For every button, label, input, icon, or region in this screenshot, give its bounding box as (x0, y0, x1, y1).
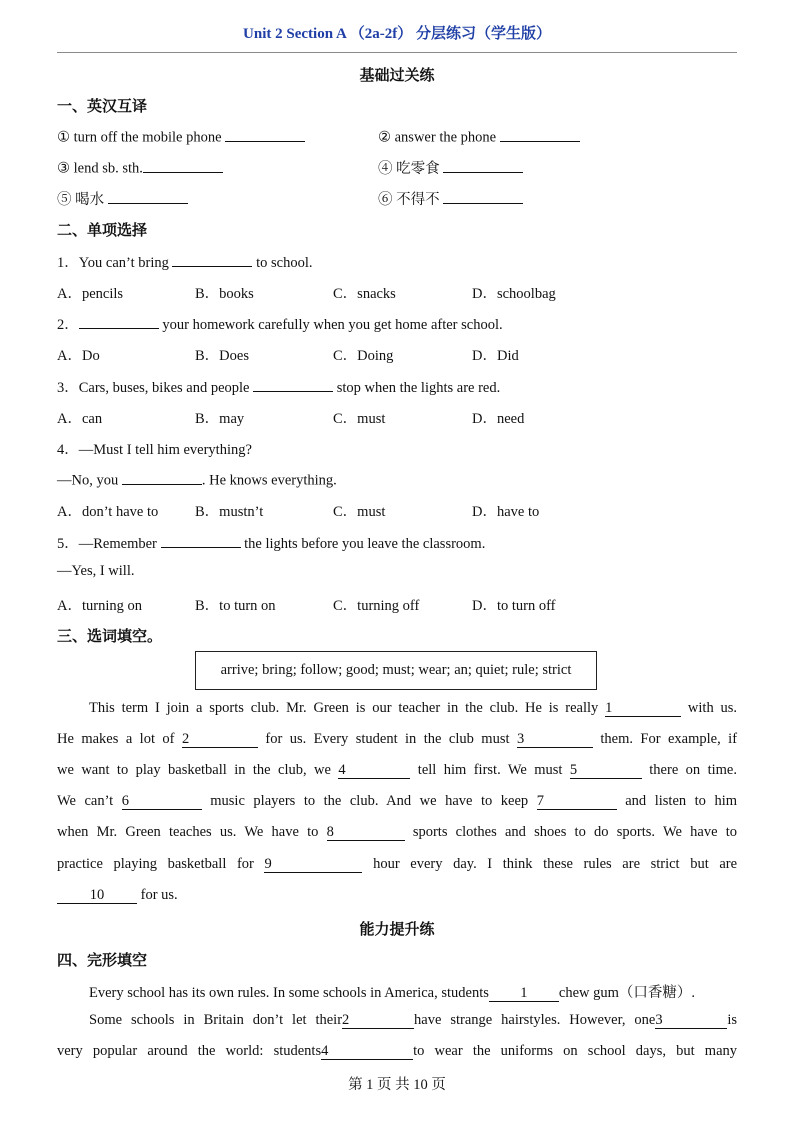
translation-text-2: ② answer the phone (378, 129, 497, 146)
translation-item-3 (57, 157, 223, 178)
translation-text-1: ① turn off the mobile phone (57, 129, 222, 146)
cloze-blank-2[interactable]: 2 (342, 1013, 414, 1029)
q2-option-b[interactable]: B．Does (195, 348, 249, 364)
answer-blank[interactable] (79, 314, 159, 330)
question-4-post: . He knows everything. (201, 472, 337, 489)
passage-line-4 (57, 793, 737, 810)
question-1-pre: 1．You can’t bring (57, 255, 169, 271)
question-1 (57, 251, 313, 272)
cloze-text: to wear the uniforms on school days, but many (413, 1043, 738, 1059)
passage-line-1 (57, 700, 737, 717)
answer-blank[interactable] (500, 126, 580, 142)
passage-line-3 (57, 762, 737, 779)
passage-line-2 (57, 731, 737, 748)
translation-item-1 (57, 126, 305, 147)
answer-blank[interactable] (443, 189, 523, 205)
cloze-blank-3[interactable]: 3 (655, 1013, 727, 1029)
q5-option-c[interactable]: C．turning off (333, 598, 420, 614)
blank-7[interactable]: 7 (537, 794, 617, 810)
cloze-blank-4[interactable]: 4 (321, 1044, 413, 1060)
answer-blank[interactable] (172, 252, 252, 268)
part4-title: 四、完形填空 (57, 953, 148, 969)
passage-line-6 (57, 856, 737, 873)
page-header-title: Unit 2 Section A （2a-2f） 分层练习（学生版） (243, 26, 551, 42)
word-bank-box: arrive; bring; follow; good; must; wear; an; quiet; rule; strict (195, 651, 597, 690)
cloze-text: very popular around the world: students (57, 1043, 322, 1059)
passage-text: for us. (140, 887, 178, 903)
section-title-basic: 基础过关练 (359, 68, 435, 84)
passage-text: with us. (687, 700, 738, 716)
blank-8[interactable]: 8 (327, 825, 405, 841)
header-divider (57, 52, 737, 53)
cloze-text: Some schools in Britain don’t let their (89, 1012, 343, 1028)
passage-text: for us. Every student in the club must (265, 731, 510, 747)
question-4-pre: —No, you (57, 472, 119, 489)
q1-option-d[interactable]: D．schoolbag (472, 286, 556, 302)
passage-text: practice playing basketball for (57, 856, 254, 872)
passage-text: them. For example, if (600, 731, 738, 747)
q4-option-d[interactable]: D．have to (472, 504, 540, 520)
blank-2[interactable]: 2 (182, 732, 258, 748)
answer-blank[interactable] (253, 377, 333, 393)
q2-option-d[interactable]: D．Did (472, 348, 519, 364)
answer-blank[interactable] (225, 126, 305, 142)
cloze-text: is (727, 1012, 737, 1028)
question-4-line-1: 4．—Must I tell him everything? (57, 442, 252, 458)
part1-title: 一、英汉互译 (57, 99, 148, 115)
blank-5[interactable]: 5 (570, 763, 642, 779)
q3-option-a[interactable]: A．can (57, 411, 103, 427)
translation-text-3: ③ lend sb. sth. (57, 160, 143, 177)
answer-blank[interactable] (161, 533, 241, 549)
q1-option-b[interactable]: B．books (195, 286, 254, 302)
q1-option-a[interactable]: A．pencils (57, 286, 124, 302)
question-2-post: your homework carefully when you get home after school. (162, 317, 503, 333)
q5-option-b[interactable]: B．to turn on (195, 598, 276, 614)
passage-text: This term I join a sports club. Mr. Green is our teacher in the club. He is really (89, 700, 599, 716)
q1-option-c[interactable]: C．snacks (333, 286, 396, 302)
part3-title: 三、选词填空。 (57, 629, 163, 645)
q3-option-d[interactable]: D．need (472, 411, 525, 427)
question-5-pre: 5．—Remember (57, 536, 157, 552)
translation-item-6 (378, 188, 523, 209)
passage-text: We can’t (57, 793, 114, 809)
q4-option-b[interactable]: B．mustn’t (195, 504, 264, 520)
q5-option-d[interactable]: D．to turn off (472, 598, 556, 614)
translation-item-4 (378, 157, 523, 178)
answer-blank[interactable] (143, 157, 223, 173)
cloze-line-2 (57, 1012, 737, 1029)
q2-option-c[interactable]: C．Doing (333, 348, 394, 364)
q4-option-a[interactable]: A．don’t have to (57, 504, 159, 520)
blank-6[interactable]: 6 (122, 794, 202, 810)
answer-blank[interactable] (443, 158, 523, 174)
passage-line-5 (57, 824, 737, 841)
passage-text: there on time. (649, 762, 737, 778)
passage-text: sports clothes and shoes to do sports. We have to (412, 824, 738, 840)
passage-text: hour every day. I think these rules are strict but are (373, 856, 738, 872)
passage-text: tell him first. We must (417, 762, 563, 778)
part2-title: 二、单项选择 (57, 223, 148, 239)
passage-text: we want to play basketball in the club, we (57, 762, 331, 778)
question-2 (57, 313, 503, 334)
question-1-post: to school. (256, 255, 313, 271)
translation-text-5: ⑤ 喝水 (57, 192, 105, 208)
question-3-pre: 3．Cars, buses, bikes and people (57, 380, 250, 396)
passage-text: music players to the club. And we have to keep (210, 793, 529, 809)
cloze-text: chew gum（口香糖）. (558, 985, 696, 1001)
cloze-text: Every school has its own rules. In some schools in America, students (89, 985, 489, 1001)
question-5-post: the lights before you leave the classroom. (244, 536, 486, 552)
question-5-line-2: —Yes, I will. (57, 563, 135, 579)
blank-10[interactable]: 10 (57, 888, 137, 904)
section-title-advanced: 能力提升练 (359, 922, 435, 938)
blank-4[interactable]: 4 (338, 763, 410, 779)
question-3-post: stop when the lights are red. (336, 380, 501, 396)
q5-option-a[interactable]: A．turning on (57, 598, 142, 614)
blank-9[interactable]: 9 (264, 857, 362, 873)
translation-text-6: ⑥ 不得不 (378, 192, 440, 208)
blank-3[interactable]: 3 (517, 732, 593, 748)
q2-option-a[interactable]: A．Do (57, 348, 100, 364)
passage-line-7 (57, 887, 178, 904)
cloze-line-1 (89, 981, 695, 1002)
q3-option-b[interactable]: B．may (195, 411, 245, 427)
question-3 (57, 376, 500, 397)
translation-item-2 (378, 126, 580, 147)
cloze-blank-1[interactable]: 1 (489, 986, 559, 1002)
blank-1[interactable]: 1 (605, 701, 681, 717)
q4-option-c[interactable]: C．must (333, 504, 386, 520)
answer-blank[interactable] (122, 469, 202, 485)
page-footer: 第 1 页 共 10 页 (348, 1077, 446, 1093)
question-4-line-2 (57, 469, 337, 490)
cloze-line-3 (57, 1043, 737, 1060)
passage-text: and listen to him (625, 793, 738, 809)
q3-option-c[interactable]: C．must (333, 411, 386, 427)
question-5-line-1 (57, 532, 485, 553)
question-2-pre: 2． (57, 317, 79, 333)
translation-text-4: ④ 吃零食 (378, 161, 440, 177)
translation-item-5 (57, 188, 188, 209)
passage-text: when Mr. Green teaches us. We have to (57, 824, 319, 840)
answer-blank[interactable] (108, 189, 188, 205)
passage-text: He makes a lot of (57, 731, 175, 747)
cloze-text: have strange hairstyles. However, one (414, 1012, 656, 1028)
